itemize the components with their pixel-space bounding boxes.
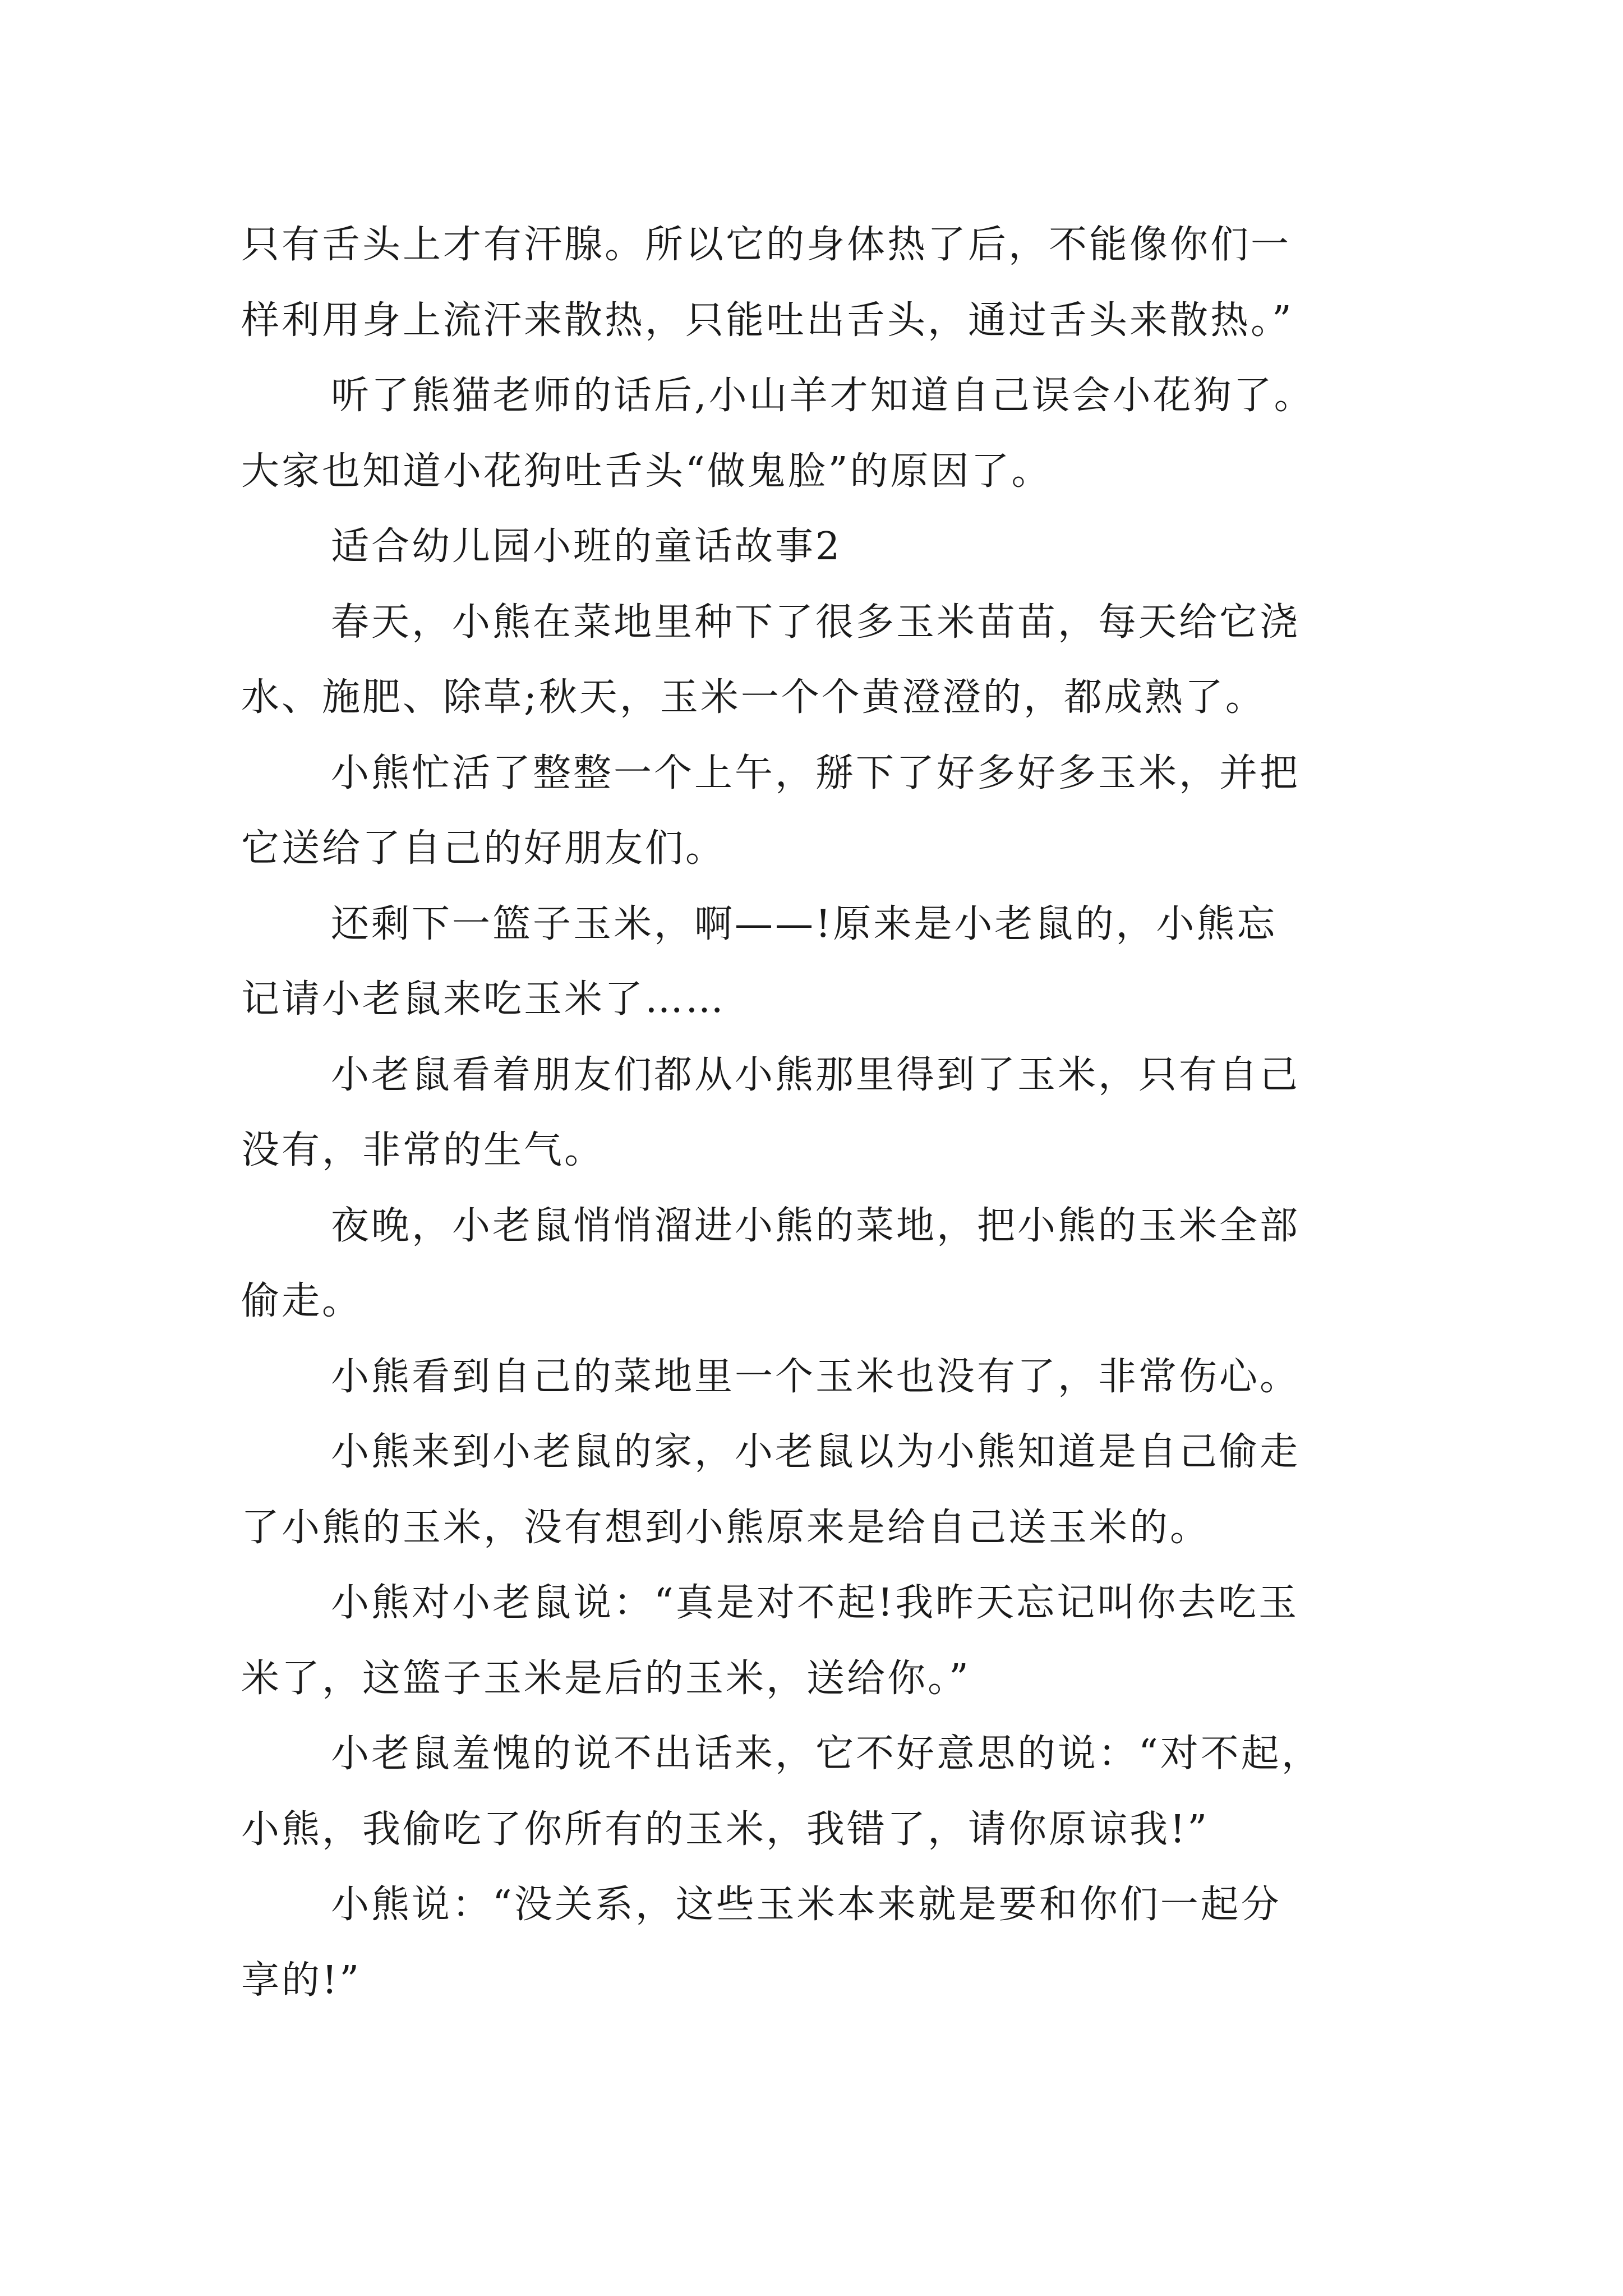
text-line: 样利用身上流汗来散热，只能吐出舌头，通过舌头来散热。” xyxy=(241,298,1294,343)
text-line: 大家也知道小花狗吐舌头“做鬼脸”的原因了。 xyxy=(241,449,1052,494)
text-line: 了小熊的玉米，没有想到小熊原来是给自己送玉米的。 xyxy=(241,1505,1211,1550)
text-line: 夜晚，小老鼠悄悄溜进小熊的菜地，把小熊的玉米全部 xyxy=(331,1203,1301,1248)
text-line: 记请小老鼠来吃玉米了…… xyxy=(241,977,726,1022)
text-line: 米了，这篮子玉米是后的玉米，送给你。” xyxy=(241,1656,971,1701)
text-line: 没有，非常的生气。 xyxy=(241,1128,605,1172)
text-line: 还剩下一篮子玉米，啊——!原来是小老鼠的，小熊忘 xyxy=(331,901,1278,946)
text-line: 小熊说：“没关系，这些玉米本来就是要和你们一起分 xyxy=(331,1883,1281,1927)
section-heading: 适合幼儿园小班的童话故事2 xyxy=(331,524,842,569)
text-line: 小熊忙活了整整一个上午，掰下了好多好多玉米，并把 xyxy=(331,751,1301,795)
text-line: 春天，小熊在菜地里种下了很多玉米苗苗，每天给它浇 xyxy=(331,600,1301,645)
text-line: 只有舌头上才有汗腺。所以它的身体热了后，不能像你们一 xyxy=(241,223,1292,267)
story-text xyxy=(241,208,1441,2018)
text-line: 小老鼠羞愧的说不出话来，它不好意思的说：“对不起， xyxy=(331,1732,1322,1776)
text-line: 享的!” xyxy=(241,1958,362,2003)
text-line: 小熊来到小老鼠的家，小老鼠以为小熊知道是自己偷走 xyxy=(331,1430,1301,1474)
text-line: 小熊，我偷吃了你所有的玉米，我错了，请你原谅我!” xyxy=(241,1807,1210,1852)
text-line: 小老鼠看着朋友们都从小熊那里得到了玉米，只有自己 xyxy=(331,1052,1301,1097)
text-line: 小熊看到自己的菜地里一个玉米也没有了，非常伤心。 xyxy=(331,1354,1301,1399)
text-line: 偷走。 xyxy=(241,1279,363,1323)
text-line: 水、施肥、除草;秋天，玉米一个个黄澄澄的，都成熟了。 xyxy=(241,675,1266,720)
text-line: 小熊对小老鼠说：“真是对不起!我昨天忘记叫你去吃玉 xyxy=(331,1581,1299,1625)
text-line: 它送给了自己的好朋友们。 xyxy=(241,826,726,871)
text-line: 听了熊猫老师的话后,小山羊才知道自己误会小花狗了。 xyxy=(331,374,1315,418)
